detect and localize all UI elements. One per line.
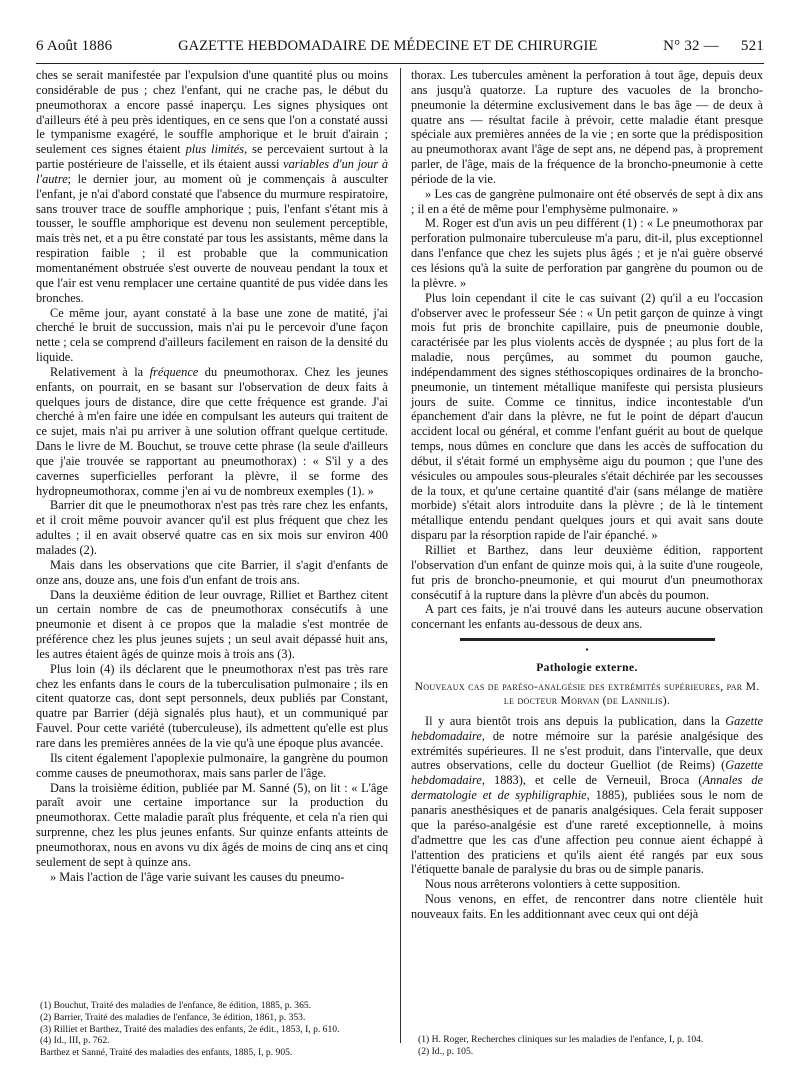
footnote: (2) Id., p. 105.: [418, 1045, 474, 1057]
section-separator: [460, 638, 715, 641]
section-title: Pathologie externe.: [536, 662, 638, 675]
right-footnotes: [418, 1034, 778, 1058]
right-paragraph-4: Plus loin cependant il cite le cas suivant (2) qu'il a eu l'occasion d'observer avec le professeur Sée : « Un petit garçon de quinze à vingt mois fut pris de bronchite capillaire, puis de pneumonie double, caractérisée par les plus violents accès de dyspnée ; au plus fort de la maladie, nous perçûmes, au sommet du poumon gauche, indépendamment des signes stéthoscopiques ordinaires de la broncho-pneumonie, un tintement métallique manifeste qui persista plusieurs jours de suite. Comme ce tinnitus, indice incontestable d'un épanchement d'air dans la plèvre, ne fut le point de départ d'aucun accident local ou général, et comme l'enfant guérit au bout de quelque temps, nous dûmes en conclure que dans les accès de suffocation du début, il s'était formé un emphysème aigu du poumon ; que l'une des vésicules ou ampoules sous-pleurales s'était déchirée par les secousses de la toux, et qu'une certaine quantité d'air (sans mélange de matière morbide) s'était alors introduite dans la plèvre ; de là le tintement métallique entendu pendant quelques jours et qui avait sans doute disparu par la résorption rapide de l'air épanché. »: [411, 290, 763, 543]
footnote: (4) Id., III, p. 762.: [40, 1035, 110, 1047]
left-paragraph-10: » Mais l'action de l'âge varie suivant les causes du pneumo-: [50, 869, 345, 884]
left-paragraph-3: Relativement à la fréquence du pneumothorax. Chez les jeunes enfants, on pourrait, en se basant sur l'observation de deux faits à quelques jours de distance, dire que cette fréquence est grande. J'ai cherché à m'en faire une idée en compulsant les auteurs qui traitent de ce sujet, mais n'ai pu arriver à une solution offrant quelque certitude. Dans le livre de M. Bouchut, se trouve cette phrase (la seule d'ailleurs que j'aie trouvée se rapportant au pneumothorax) : « S'il y a des cavernes superficielles perforant la plèvre, il se forme des hydropneumothorax, comme j'en ai vu de nombreux exemples (1). »: [36, 364, 389, 498]
right-paragraph-9: Nous venons, en effet, de rencontrer dans notre clientèle huit nouveaux faits. En les additionnant avec ceux qui ont déjà: [411, 892, 763, 921]
journal-title: GAZETTE HEBDOMADAIRE DE MÉDECINE ET DE CHIRURGIE: [178, 38, 598, 54]
left-paragraph-4: Barrier dit que le pneumothorax n'est pas très rare chez les enfants, et il croit même pouvoir avancer qu'il est plus fréquent que chez les adultes ; il en avait observé quatre cas en six mois sur environ 400 malades (2).: [36, 498, 388, 557]
footnote: Barthez et Sanné, Traité des maladies des enfants, 1885, I, p. 905.: [40, 1047, 293, 1059]
header-right: [663, 38, 764, 55]
left-paragraph-8: Ils citent également l'apoplexie pulmonaire, la gangrène du poumon comme causes de pneumothorax, mais sans parler de l'âge.: [36, 750, 388, 780]
right-paragraph-3: M. Roger est d'un avis un peu différent (1) : « Le pneumothorax par perforation pulmonaire tuberculeuse m'a paru, dit-il, plus exceptionnel dans l'enfance que chez les sujets plus âgés ; et je n'ai guère observé ces lésions qu'à la suite de perforation par gangrène du poumon ou de la plèvre. »: [411, 216, 763, 290]
footnote: (2) Barrier, Traité des maladies de l'enfance, 3e édition, 1861, p. 353.: [40, 1011, 306, 1023]
header-date: 6 Août 1886: [36, 38, 113, 54]
right-paragraph-8: Nous nous arrêterons volontiers à cette supposition.: [425, 877, 681, 892]
footnote: (3) Rilliet et Barthez, Traité des maladies des enfants, 2e édit., 1853, I, p. 610.: [40, 1023, 340, 1035]
right-column: [411, 68, 763, 922]
left-paragraph-2: Ce même jour, ayant constaté à la base une zone de matité, j'ai cherché le bruit de succussion, mais n'ai pu le percevoir d'une façon nette ; cela se comprend d'ailleurs facilement en raison de la densité du liquide.: [36, 305, 388, 365]
right-paragraph-5: Rilliet et Barthez, dans leur deuxième édition, rapportent l'observation d'un enfant de quinze mois qui, à la suite d'une rougeole, fut pris de broncho-pneumonie, et qui mourut d'un pneumothorax consécutif à la rupture dans la plèvre d'un abcès du poumon.: [411, 543, 763, 602]
left-paragraph-7: Plus loin (4) ils déclarent que le pneumothorax n'est pas très rare chez les enfants dans le cours de la tuberculisation pulmonaire ; ils en citent quatorze cas, dont sept personnels, deux publiés par Constant, quatre par Barrier (déjà signalés plus haut), et un communiqué par Fauvel. Pour cette variété (tuberculeuse), ils admettent qu'elle est plus rare dans les premières années de la vie qu'à une époque plus avancée.: [36, 661, 388, 750]
separator-dot: ▪: [585, 645, 589, 655]
left-column: [36, 68, 388, 884]
footnote: (1) H. Roger, Recherches cliniques sur les maladies de l'enfance, I, p. 104.: [418, 1034, 704, 1045]
column-divider: [400, 68, 401, 1043]
left-footnotes: [40, 1000, 390, 1059]
right-paragraph-6: A part ces faits, je n'ai trouvé dans les auteurs aucune observation concernant les enfants au-dessous de deux ans.: [411, 602, 763, 632]
left-paragraph-1: ches se serait manifestée par l'expulsion d'une quantité plus ou moins considérable de pus ; chez l'enfant, qui ne crache pas, le début du pneumothorax a encore passé inaperçu. Les signes physiques ont d'ailleurs été à peu près identiques, en ce sens que l'on a constaté aussi le tympanisme exagéré, le souffle amphorique et le bruit d'airain ; seulement ces signes étaient plus limités, se percevaient surtout à la partie postérieure de l'aisselle, et ils étaient aussi variables d'un jour à l'autre; le dernier jour, au moment où je commençais à ausculter l'enfant, je n'ai d'abord constaté que l'absence du murmure respiratoire, sans trouver trace de souffle amphorique ; puis, l'enfant s'étant mis à tousser, le souffle amphorique est devenu non seulement perceptible, mais très net, et a pu être constaté par tous les assistants, même dans la respiration faible ; il est probable que la communication momentanément obstruée s'est ouverte de nouveau pendant la toux et que l'air est venu remplacer une certaine quantité de pus vidée dans les bronches.: [36, 68, 388, 305]
article-title: Nouveaux cas de paréso-analgésie des extrémités supérieures, par M. le docteur Morvan (de Lannilis).: [414, 679, 760, 707]
issue-number: N° 32 —: [663, 38, 719, 54]
right-paragraph-7: Il y aura bientôt trois ans depuis la publication, dans la Gazette hebdomadaire, de notre mémoire sur la parésie analgésique des extrémités supérieures. Il ne s'est produit, dans l'intervalle, que deux autres observations, celle du docteur Guelliot (de Reims) (Gazette hebdomadaire, 1883), et celle de Verneuil, Broca (Annales de dermatologie et de syphiligraphie, 1885), publiées sous le nom de panaris anesthésiques et de panaris analgésiques. Cela ferait supposer que la paréso-analgésie est d'une rareté exceptionnelle, à moins d'admettre que les cas d'une affection peu connue aient échappé à l'attention des praticiens et qu'ils aient été rangés par eux sous l'étiquette banale de paralysie du bras ou de simple panaris.: [411, 713, 763, 877]
right-paragraph-1: thorax. Les tubercules amènent la perforation à tout âge, depuis deux ans jusqu'à quatorze. La rupture des vacuoles de la broncho-pneumonie la détermine exclusivement dans le bas âge — de deux à quatre ans — résultat facile à prévoir, cette maladie étant presque spéciale aux premières années de la vie ; en sorte que la prédisposition au pneumothorax avant l'âge de sept ans, ne dépend pas, à proprement parler, de l'âge, mais de la fréquence de la broncho-pneumonie à cette période de la vie.: [411, 68, 763, 186]
right-paragraph-2: » Les cas de gangrène pulmonaire ont été observés de sept à dix ans ; il en a été de même pour l'emphysème pulmonaire. »: [411, 186, 763, 216]
page-number: 521: [740, 38, 764, 54]
running-header: [36, 38, 764, 62]
left-paragraph-6: Dans la deuxième édition de leur ouvrage, Rilliet et Barthez citent un certain nombre de cas de pneumothorax consécutifs à une pneumonie et disent à ce propos que la maladie s'est montrée de préférence chez les plus jeunes sujets ; un seul avait dépassé huit ans, les autres étaient âgés de quinze mois à trois ans (3).: [36, 587, 388, 661]
left-paragraph-9: Dans la troisième édition, publiée par M. Sanné (5), on lit : « L'âge paraît avoir une certaine importance sur la production du pneumothorax. Cette maladie paraît plus fréquente, et cela n'a rien qui surprenne, chez les plus jeunes enfants. Sur quinze enfants atteints de pneumothorax, nous en avons vu dix âgés de moins de cinq ans et cinq seulement de sept à quinze ans.: [36, 780, 388, 869]
footnote: (1) Bouchut, Traité des maladies de l'enfance, 8e édition, 1885, p. 365.: [40, 1000, 312, 1011]
header-rule: [36, 63, 764, 64]
left-paragraph-5: Mais dans les observations que cite Barrier, il s'agit d'enfants de onze ans, douze ans, une fois d'un enfant de trois ans.: [36, 557, 388, 587]
